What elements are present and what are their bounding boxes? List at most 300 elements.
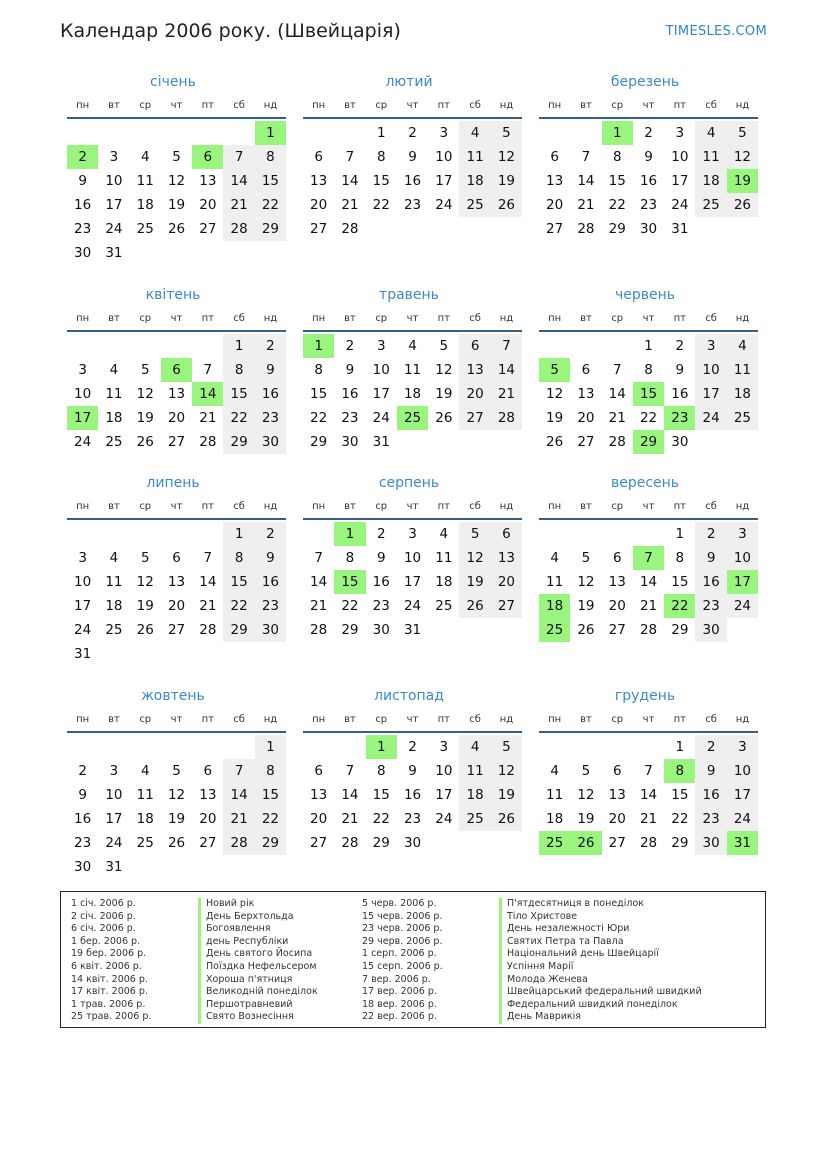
holiday-day-cell: 31 (727, 831, 758, 855)
day-grid (67, 121, 285, 265)
day-cell: 16 (74, 811, 92, 827)
weekday-label: сб (469, 714, 481, 725)
legend-date: 6 січ. 2006 р. (71, 923, 136, 935)
legend-holiday-name: Святих Петра та Павла (499, 936, 702, 949)
day-cell: 22 (372, 197, 390, 213)
day-cell: 20 (608, 598, 626, 614)
day-cell: 28 (310, 622, 328, 638)
day-cell: 27 (310, 221, 328, 237)
day-cell: 17 (435, 787, 453, 803)
legend-right-dates (362, 898, 443, 1024)
day-cell: 20 (546, 197, 564, 213)
day-cell: 16 (671, 386, 689, 402)
day-cell: 21 (639, 811, 658, 827)
holiday-day-cell: 5 (539, 358, 570, 382)
weekday-header (303, 712, 521, 728)
empty-cell (192, 735, 223, 759)
weekday-label: вт (108, 714, 120, 725)
day-cell: 19 (167, 197, 186, 213)
day-cell: 17 (403, 574, 422, 590)
day-cell: 27 (608, 622, 626, 638)
day-cell: 25 (459, 193, 490, 217)
day-cell: 3 (109, 149, 119, 165)
day-cell: 8 (345, 550, 355, 566)
day-cell: 4 (459, 121, 490, 145)
month-name: травень (379, 287, 439, 303)
weekday-label: ср (611, 501, 624, 512)
day-cell: 24 (74, 434, 92, 450)
day-cell: 30 (695, 831, 726, 855)
weekday-label: сб (469, 501, 481, 512)
day-cell: 21 (223, 807, 254, 831)
day-cell: 31 (671, 221, 689, 237)
legend-holiday-name: Молода Женева (499, 974, 702, 987)
day-cell: 8 (612, 149, 622, 165)
day-cell: 8 (644, 362, 653, 378)
day-cell: 5 (459, 522, 490, 546)
day-cell: 13 (199, 787, 217, 803)
empty-cell (334, 735, 365, 759)
day-cell: 11 (546, 787, 564, 803)
day-cell: 18 (459, 169, 490, 193)
day-cell: 2 (376, 526, 386, 542)
day-cell: 24 (372, 410, 390, 426)
empty-cell (67, 121, 98, 145)
day-cell: 10 (105, 787, 123, 803)
day-cell: 22 (608, 197, 626, 213)
weekday-label: чт (406, 100, 419, 111)
legend-holiday-name: П'ятдесятниця в понеділок (499, 898, 702, 911)
weekday-label: ср (139, 100, 152, 111)
weekday-label: чт (642, 501, 655, 512)
day-cell: 12 (577, 574, 595, 590)
day-cell: 24 (727, 807, 758, 831)
day-grid (67, 522, 285, 666)
weekday-label: пн (76, 501, 90, 512)
day-cell: 29 (372, 835, 390, 851)
weekday-label: нд (263, 100, 278, 111)
weekday-label: пт (437, 100, 451, 111)
day-cell: 18 (727, 382, 758, 406)
day-cell: 21 (223, 193, 254, 217)
empty-cell (130, 735, 161, 759)
day-cell: 28 (199, 434, 217, 450)
weekday-label: ср (375, 501, 388, 512)
header-rule (303, 518, 522, 520)
day-cell: 12 (546, 386, 564, 402)
day-cell: 16 (639, 173, 658, 189)
day-cell: 22 (341, 598, 359, 614)
day-cell: 2 (675, 338, 685, 354)
weekday-label: вт (580, 714, 592, 725)
day-cell: 23 (403, 811, 422, 827)
empty-cell (161, 334, 192, 358)
weekday-label: чт (406, 714, 419, 725)
weekday-label: пн (548, 714, 562, 725)
day-grid (67, 334, 285, 454)
day-cell: 3 (727, 522, 758, 546)
holiday-day-cell: 6 (192, 145, 223, 169)
weekday-label: пн (312, 313, 326, 324)
day-cell: 28 (199, 622, 217, 638)
day-cell: 26 (459, 594, 490, 618)
day-cell: 13 (608, 574, 626, 590)
legend-date: 17 квіт. 2006 р. (71, 986, 148, 998)
day-cell: 8 (376, 763, 386, 779)
day-cell: 28 (639, 622, 658, 638)
legend-holiday-name: Першотравневий (198, 999, 318, 1012)
holiday-day-cell: 2 (67, 145, 98, 169)
weekday-label: нд (499, 100, 514, 111)
day-cell: 20 (608, 811, 626, 827)
day-cell: 24 (403, 598, 422, 614)
day-grid (539, 334, 757, 454)
day-cell: 3 (408, 526, 417, 542)
day-cell: 20 (491, 570, 522, 594)
day-cell: 2 (408, 125, 417, 141)
empty-cell (633, 522, 664, 546)
day-cell: 18 (105, 410, 123, 426)
day-cell: 29 (223, 430, 254, 454)
day-cell: 17 (435, 173, 453, 189)
empty-cell (633, 735, 664, 759)
empty-cell (303, 522, 334, 546)
day-cell: 19 (577, 811, 595, 827)
legend-date: 19 бер. 2006 р. (71, 948, 147, 960)
day-cell: 4 (550, 550, 559, 566)
day-cell: 9 (695, 759, 726, 783)
day-cell: 7 (491, 334, 522, 358)
day-cell: 11 (546, 574, 564, 590)
weekday-label: ср (375, 100, 388, 111)
day-cell: 10 (671, 149, 689, 165)
legend-holiday-name: День святого Йосипа (198, 948, 318, 961)
header-rule (67, 117, 286, 119)
holiday-day-cell: 1 (334, 522, 365, 546)
weekday-label: пн (312, 100, 326, 111)
empty-cell (192, 522, 223, 546)
day-cell: 24 (695, 406, 726, 430)
day-cell: 9 (78, 787, 87, 803)
day-cell: 5 (172, 149, 181, 165)
weekday-label: вт (580, 313, 592, 324)
day-cell: 24 (74, 622, 92, 638)
day-cell: 18 (136, 811, 154, 827)
weekday-header (67, 499, 285, 515)
day-cell: 3 (78, 550, 87, 566)
day-cell: 2 (408, 739, 417, 755)
day-cell: 25 (727, 406, 758, 430)
empty-cell (303, 735, 334, 759)
day-cell: 29 (341, 622, 359, 638)
legend-date: 6 квіт. 2006 р. (71, 960, 142, 972)
day-cell: 12 (167, 787, 186, 803)
day-cell: 1 (675, 739, 685, 755)
weekday-label: чт (170, 313, 183, 324)
day-cell: 8 (376, 149, 386, 165)
day-cell: 17 (671, 173, 689, 189)
weekday-label: вт (108, 501, 120, 512)
day-cell: 6 (172, 550, 181, 566)
day-cell: 12 (577, 787, 595, 803)
empty-cell (98, 334, 129, 358)
legend-date: 2 січ. 2006 р. (71, 910, 136, 922)
day-cell: 16 (255, 570, 286, 594)
weekday-label: ср (375, 714, 388, 725)
empty-cell (98, 522, 129, 546)
month-block (533, 473, 757, 642)
day-cell: 5 (491, 121, 522, 145)
page-title: Календар 2006 року. (Швейцарія) (60, 20, 401, 42)
legend-right-names (499, 898, 702, 1024)
weekday-label: пт (673, 100, 687, 111)
day-cell: 18 (546, 811, 564, 827)
legend-date: 15 черв. 2006 р. (362, 910, 443, 922)
legend-holiday-name: Свято Вознесіння (198, 1011, 318, 1024)
day-cell: 29 (671, 835, 689, 851)
day-cell: 19 (459, 570, 490, 594)
day-cell: 7 (314, 550, 323, 566)
day-cell: 8 (223, 358, 254, 382)
holiday-day-cell: 14 (192, 382, 223, 406)
day-cell: 21 (608, 410, 626, 426)
day-cell: 14 (223, 783, 254, 807)
empty-cell (130, 522, 161, 546)
day-cell: 5 (727, 121, 758, 145)
day-cell: 7 (223, 759, 254, 783)
empty-cell (130, 334, 161, 358)
day-cell: 28 (341, 835, 359, 851)
header-rule (303, 731, 522, 733)
day-cell: 14 (341, 787, 359, 803)
day-cell: 7 (223, 145, 254, 169)
day-cell: 9 (255, 358, 286, 382)
legend-holiday-name: Національний день Швейцарії (499, 948, 702, 961)
legend-holiday-name: Богоявлення (198, 923, 318, 936)
weekday-label: нд (499, 714, 514, 725)
legend-holiday-name: Поїздка Нефельсером (198, 961, 318, 974)
day-cell: 9 (695, 546, 726, 570)
day-cell: 24 (435, 197, 453, 213)
legend-holiday-name: Федеральний швидкий понеділок (499, 999, 702, 1012)
day-cell: 5 (581, 550, 591, 566)
day-cell: 23 (695, 807, 726, 831)
day-cell: 27 (459, 406, 490, 430)
day-cell: 10 (105, 173, 123, 189)
weekday-label: пн (76, 100, 90, 111)
day-cell: 22 (255, 193, 286, 217)
weekday-header (303, 499, 521, 515)
day-cell: 10 (403, 550, 422, 566)
day-cell: 10 (727, 759, 758, 783)
day-cell: 3 (376, 338, 386, 354)
weekday-label: чт (642, 714, 655, 725)
day-cell: 23 (403, 197, 422, 213)
empty-cell (539, 522, 570, 546)
legend-left-names (198, 898, 318, 1024)
legend-date: 17 вер. 2006 р. (362, 986, 437, 998)
weekday-label: пт (201, 100, 215, 111)
day-cell: 10 (435, 763, 453, 779)
empty-cell (192, 121, 223, 145)
day-cell: 21 (341, 197, 359, 213)
day-cell: 3 (78, 362, 87, 378)
weekday-header (67, 98, 285, 114)
day-cell: 6 (612, 550, 622, 566)
day-cell: 15 (255, 169, 286, 193)
month-name: січень (150, 74, 196, 90)
legend-date: 1 трав. 2006 р. (71, 998, 146, 1010)
day-cell: 30 (695, 618, 726, 642)
holiday-legend (60, 891, 766, 1028)
site-link[interactable]: TIMESLES.COM (665, 24, 767, 39)
day-cell: 22 (223, 406, 254, 430)
empty-cell (539, 121, 570, 145)
day-cell: 9 (255, 546, 286, 570)
day-cell: 16 (341, 386, 359, 402)
day-cell: 16 (403, 173, 422, 189)
day-cell: 30 (74, 859, 92, 875)
day-cell: 20 (167, 410, 186, 426)
empty-cell (192, 334, 223, 358)
day-cell: 15 (608, 173, 626, 189)
month-name: квітень (145, 287, 201, 303)
day-cell: 16 (74, 197, 92, 213)
day-cell: 1 (223, 334, 254, 358)
day-cell: 31 (105, 245, 123, 261)
weekday-label: сб (705, 100, 717, 111)
day-cell: 11 (403, 362, 422, 378)
day-cell: 11 (459, 759, 490, 783)
empty-cell (161, 522, 192, 546)
day-cell: 16 (372, 574, 390, 590)
month-name: серпень (378, 475, 440, 491)
day-cell: 25 (459, 807, 490, 831)
day-cell: 28 (341, 221, 359, 237)
day-cell: 7 (203, 550, 213, 566)
day-cell: 24 (727, 594, 758, 618)
day-cell: 13 (459, 358, 490, 382)
weekday-label: сб (233, 313, 245, 324)
weekday-label: вт (344, 313, 356, 324)
day-cell: 15 (671, 574, 689, 590)
header-rule (539, 518, 758, 520)
day-cell: 18 (403, 386, 422, 402)
header-rule (67, 731, 286, 733)
weekday-label: нд (735, 714, 750, 725)
day-cell: 10 (695, 358, 726, 382)
day-cell: 24 (435, 811, 453, 827)
day-cell: 1 (223, 522, 254, 546)
day-cell: 12 (727, 145, 758, 169)
day-cell: 4 (109, 550, 119, 566)
weekday-label: нд (263, 313, 278, 324)
day-cell: 17 (372, 386, 390, 402)
day-cell: 22 (372, 811, 390, 827)
weekday-label: пт (201, 313, 215, 324)
day-cell: 20 (199, 197, 217, 213)
day-cell: 2 (695, 735, 726, 759)
day-cell: 21 (491, 382, 522, 406)
weekday-header (539, 499, 757, 515)
day-cell: 11 (105, 386, 123, 402)
weekday-label: сб (469, 313, 481, 324)
day-cell: 22 (255, 807, 286, 831)
holiday-day-cell: 18 (539, 594, 570, 618)
weekday-label: ср (611, 100, 624, 111)
weekday-label: вт (108, 100, 120, 111)
day-cell: 13 (199, 173, 217, 189)
day-cell: 22 (310, 410, 328, 426)
day-cell: 14 (310, 574, 328, 590)
empty-cell (539, 735, 570, 759)
day-cell: 8 (255, 145, 286, 169)
day-cell: 3 (695, 334, 726, 358)
day-cell: 12 (491, 145, 522, 169)
day-cell: 4 (550, 763, 559, 779)
weekday-label: чт (406, 313, 419, 324)
month-block (61, 473, 285, 666)
weekday-header (303, 98, 521, 114)
day-cell: 29 (255, 831, 286, 855)
weekday-label: пн (312, 714, 326, 725)
day-cell: 11 (727, 358, 758, 382)
day-cell: 27 (167, 622, 186, 638)
day-cell: 4 (140, 763, 150, 779)
holiday-day-cell: 25 (539, 618, 570, 642)
weekday-label: ср (139, 313, 152, 324)
day-cell: 17 (74, 598, 92, 614)
day-cell: 30 (255, 430, 286, 454)
weekday-label: пн (548, 313, 562, 324)
month-name: жовтень (141, 688, 205, 704)
day-cell: 5 (439, 338, 449, 354)
weekday-header (539, 311, 757, 327)
holiday-day-cell: 7 (633, 546, 664, 570)
legend-holiday-name: День незалежності Юри (499, 923, 702, 936)
day-cell: 30 (74, 245, 92, 261)
day-cell: 14 (199, 574, 217, 590)
weekday-label: нд (263, 501, 278, 512)
day-cell: 10 (372, 362, 390, 378)
day-cell: 18 (136, 197, 154, 213)
weekday-label: нд (735, 100, 750, 111)
weekday-header (67, 311, 285, 327)
weekday-label: пн (76, 714, 90, 725)
day-cell: 12 (459, 546, 490, 570)
day-cell: 20 (310, 197, 328, 213)
day-cell: 4 (140, 149, 150, 165)
day-cell: 14 (577, 173, 595, 189)
day-cell: 7 (644, 763, 653, 779)
day-cell: 10 (74, 386, 92, 402)
day-cell: 13 (608, 787, 626, 803)
holiday-day-cell: 26 (570, 831, 601, 855)
empty-cell (161, 121, 192, 145)
holiday-day-cell: 17 (67, 406, 98, 430)
legend-left-dates (71, 898, 151, 1024)
day-cell: 13 (491, 546, 522, 570)
day-cell: 28 (608, 434, 626, 450)
weekday-label: вт (580, 100, 592, 111)
day-cell: 19 (435, 386, 453, 402)
day-cell: 30 (255, 618, 286, 642)
day-cell: 19 (577, 598, 595, 614)
day-cell: 19 (136, 410, 154, 426)
empty-cell (602, 522, 633, 546)
legend-holiday-name: Тіло Христове (499, 911, 702, 924)
day-grid (303, 735, 521, 855)
